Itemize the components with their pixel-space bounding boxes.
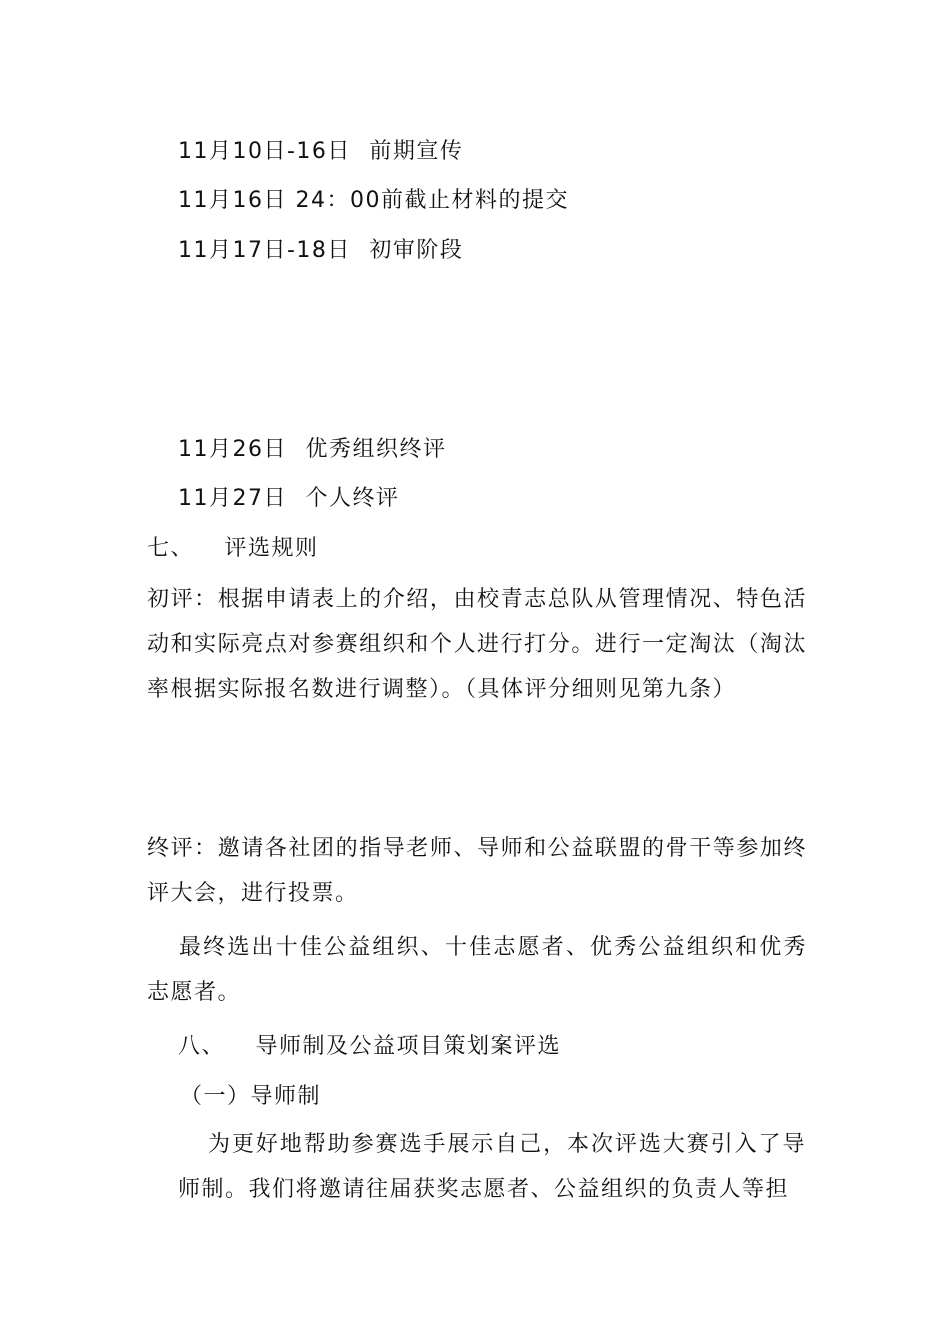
- section-title: 评选规则: [224, 536, 319, 561]
- schedule-event: 优秀组织终评: [305, 437, 447, 462]
- schedule-event: 个人终评: [305, 486, 400, 511]
- schedule-event: 初审阶段: [369, 238, 464, 263]
- schedule-item: [178, 186, 569, 216]
- subsection-heading: （一）导师制: [180, 1084, 322, 1109]
- schedule-item: [178, 137, 463, 167]
- section-heading-7: [147, 534, 319, 564]
- section-number: 七、: [147, 536, 195, 561]
- schedule-event: 前截止材料的提交: [380, 188, 569, 213]
- schedule-date: 11月17日-18日: [178, 238, 351, 263]
- mentor-paragraph: 为更好地帮助参赛选手展示自己，本次评选大赛引入了导师制。我们将邀请往届获奖志愿者、公益组织的负责人等担: [178, 1132, 806, 1202]
- result-paragraph: 最终选出十佳公益组织、十佳志愿者、优秀公益组织和优秀志愿者。: [147, 935, 807, 1005]
- section-number: 八、: [178, 1034, 226, 1059]
- preliminary-review-paragraph: 初评：根据申请表上的介绍，由校青志总队从管理情况、特色活动和实际亮点对参赛组织和个人进行打分。进行一定淘汰（淘汰率根据实际报名数进行调整）。（具体评分细则见第九条）: [147, 587, 807, 702]
- final-review-paragraph: 终评：邀请各社团的指导老师、导师和公益联盟的骨干等参加终评大会，进行投票。: [147, 836, 807, 906]
- section-title: 导师制及公益项目策划案评选: [255, 1034, 562, 1059]
- schedule-date: 11月26日: [178, 437, 287, 462]
- schedule-date: 11月27日: [178, 486, 287, 511]
- section-heading-8: [178, 1032, 561, 1062]
- schedule-date: 11月10日-16日: [178, 139, 351, 164]
- schedule-item: [178, 236, 463, 266]
- schedule-event: 前期宣传: [369, 139, 464, 164]
- schedule-item: [178, 484, 400, 514]
- schedule-date: 11月16日 24：00: [178, 188, 381, 213]
- schedule-item: [178, 435, 447, 465]
